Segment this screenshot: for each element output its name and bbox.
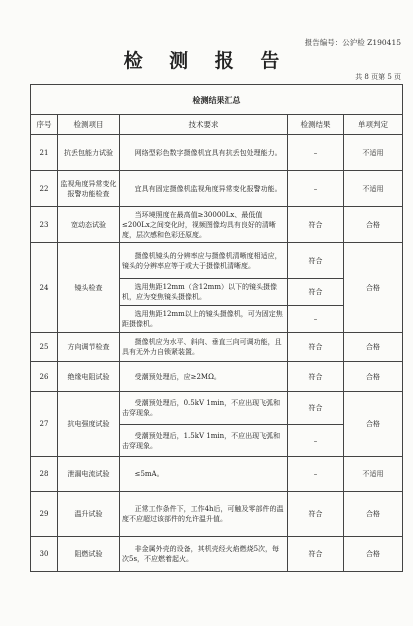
row-number: 30 [31, 537, 58, 572]
verdict: 不适用 [344, 135, 403, 171]
test-item: 泄漏电流试验 [58, 457, 120, 492]
result: – [288, 425, 344, 457]
result: 符合 [288, 492, 344, 537]
table-row [31, 171, 403, 207]
page-info: 共 8 页第 5 页 [355, 73, 401, 81]
header-row [31, 115, 403, 135]
requirement: 受潮预处理后，0.5kV 1min，不应出现飞弧和击穿现象。 [120, 392, 288, 425]
result: 符合 [288, 537, 344, 572]
row-number: 28 [31, 457, 58, 492]
requirement: 非金属外壳的设备，其机壳经火焰燃烧5次，每次5s，不应燃着起火。 [120, 537, 288, 572]
report-number-label: 报告编号： [304, 38, 343, 47]
row-number: 24 [31, 243, 58, 333]
verdict: 不适用 [344, 457, 403, 492]
col-header-item: 检测项目 [58, 115, 120, 135]
verdict: 合格 [344, 537, 403, 572]
table-row [31, 135, 403, 171]
result: – [288, 457, 344, 492]
document-title: 检 测 报 告 [123, 50, 290, 72]
test-item: 宽动态试验 [58, 207, 120, 243]
test-item: 绝缘电阻试验 [58, 362, 120, 392]
test-item: 镜头检查 [58, 243, 120, 333]
requirement: ≤5mA。 [120, 457, 288, 492]
table-row [31, 492, 403, 537]
row-number: 29 [31, 492, 58, 537]
row-number: 25 [31, 333, 58, 362]
result: 符合 [288, 362, 344, 392]
row-number: 26 [31, 362, 58, 392]
result: – [288, 135, 344, 171]
result: 符合 [288, 279, 344, 306]
row-number: 21 [31, 135, 58, 171]
table-row [31, 207, 403, 243]
table-row [31, 362, 403, 392]
row-number: 27 [31, 392, 58, 457]
requirement: 受潮预处理后，1.5kV 1min，不应出现飞弧和击穿现象。 [120, 425, 288, 457]
verdict: 合格 [344, 362, 403, 392]
result: 符合 [288, 392, 344, 425]
table-row [31, 537, 403, 572]
test-item: 抗电强度试验 [58, 392, 120, 457]
col-header-requirement: 技术要求 [120, 115, 288, 135]
section-title: 检测结果汇总 [31, 85, 403, 115]
test-item: 抗丢包能力试验 [58, 135, 120, 171]
requirement: 受潮预处理后，应≥2MΩ。 [120, 362, 288, 392]
verdict: 合格 [344, 207, 403, 243]
col-header-no: 序号 [31, 115, 58, 135]
verdict: 不适用 [344, 171, 403, 207]
verdict: 合格 [344, 333, 403, 362]
row-number: 22 [31, 171, 58, 207]
verdict: 合格 [344, 492, 403, 537]
table-row [31, 333, 403, 362]
test-item: 温升试验 [58, 492, 120, 537]
row-number: 23 [31, 207, 58, 243]
col-header-result: 检测结果 [288, 115, 344, 135]
results-table [30, 84, 403, 572]
result: – [288, 171, 344, 207]
test-item: 方向调节检查 [58, 333, 120, 362]
result: – [288, 306, 344, 333]
requirement: 摄像机应为水平、斜向、垂直三向可调功能，且具有无外力自锁紧装置。 [120, 333, 288, 362]
test-item: 监视角度异常变化报警功能检查 [58, 171, 120, 207]
requirement: 摄像机镜头的分辨率应与摄像机清晰度相适应，镜头的分辨率应等于或大于摄像机清晰度。 [120, 243, 288, 279]
col-header-verdict: 单项判定 [344, 115, 403, 135]
result: 符合 [288, 243, 344, 279]
test-item: 阻燃试验 [58, 537, 120, 572]
requirement: 正常工作条件下，工作4h后，可触及零部件的温度不应超过该部件的允许温升值。 [120, 492, 288, 537]
result: 符合 [288, 207, 344, 243]
requirement: 网络型彩色数字摄像机宜具有抗丢包处理能力。 [120, 135, 288, 171]
verdict: 合格 [344, 243, 403, 333]
result: 符合 [288, 333, 344, 362]
requirement: 选用焦距12mm以上的镜头摄像机，可为固定焦距摄像机。 [120, 306, 288, 333]
table-row [31, 392, 403, 425]
table-row [31, 457, 403, 492]
requirement: 当环境照度在最高值≥30000Lx、最低值≤200Lx之间变化时，视频图像均具有良好的清晰度，层次感和色彩还原度。 [120, 207, 288, 243]
table-row [31, 243, 403, 279]
report-number-value: 公沪检 Z190415 [342, 38, 401, 47]
verdict: 合格 [344, 392, 403, 457]
requirement: 宜具有固定摄像机监视角度异常变化报警功能。 [120, 171, 288, 207]
requirement: 选用焦距12mm（含12mm）以下的镜头摄像机，应为变焦镜头摄像机。 [120, 279, 288, 306]
